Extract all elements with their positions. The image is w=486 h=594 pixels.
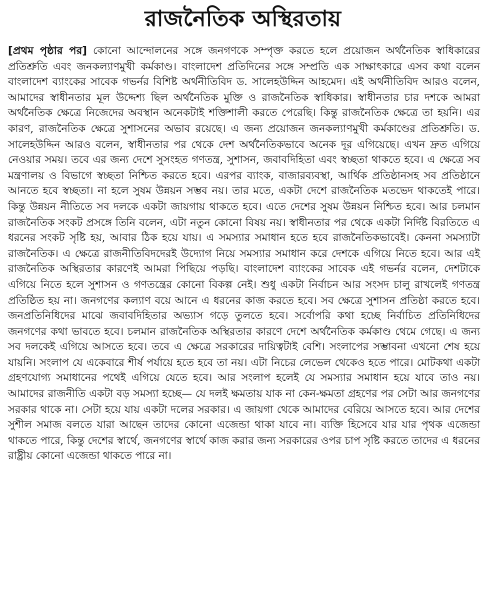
article-text: কোনো আন্দোলনের সঙ্গে জনগণকে সম্পৃক্ত করতে হলে প্রয়োজন অর্থনৈতিক স্বাধিকারের প্রতিশ্রুতি এবং জনকল্যাণমুখী কর্মকাণ্ড। বাংলাদেশ প্রতিদিনের সঙ্গে সম্প্রতি এক সাক্ষাৎকারে এসব কথা বলেন বাংলাদেশ ব্যাংকের সাবেক গভর্নর বিশিষ্ট অর্থনীতিবিদ ড. সালেহউদ্দিন আহমেদ। এই অর্থনীতিবিদ আরও বলেন, আমাদের স্বাধীনতার মূল উদ্দেশ্য ছিল অর্থনৈতিক মুক্তি ও রাজনৈতিক স্বাধিকার। স্বাধীনতার চার দশকে আমরা অর্থনৈতিক ক্ষেত্রে নিজেদের অবস্থান অনেকটাই শক্তিশালী করতে পেরেছি। কিন্তু রাজনৈতিক ক্ষেত্রে তা হয়নি। এর কারণ, রাজনৈতিক ক্ষেত্রে সুশাসনের অভাব রয়েছে। এ জন্য প্রয়োজন জনকল্যাণমুখী কর্মকাণ্ডের প্রতিশ্রুতি। ড. সালেহউদ্দিন আরও বলেন, স্বাধীনতার পর থেকে দেশ অর্থনৈতিকভাবে অনেক দূর এগিয়েছে। এখন দ্রুত এগিয়ে নেওয়ার সময়। তবে এর জন্য দেশে সুসংহত গণতন্ত্র, সুশাসন, জবাবদিহিতা এবং স্বচ্ছতা থাকতে হবে। এ ক্ষেত্রে সব মন্ত্রণালয় ও বিভাগে স্বচ্ছতা নিশ্চিত করতে হবে। এরপর ব্যাংক, বাজারব্যবস্থা, আর্থিক প্রতিষ্ঠানসহ সব প্রতিষ্ঠানে আনতে হবে স্বচ্ছতা। না হলে সুষম উন্নয়ন সম্ভব নয়। তার মতে, একটা দেশে রাজনৈতিক মতভেদ থাকতেই পারে। কিন্তু উন্নয়ন নীতিতে সব দলকে একটা জায়গায় থাকতে হবে। এতে দেশের সুষম উন্নয়ন নিশ্চিত হবে। আর চলমান রাজনৈতিক সংকট প্রসঙ্গে তিনি বলেন, এটা নতুন কোনো বিষয় নয়। স্বাধীনতার পর থেকে একটা নির্দিষ্ট বিরতিতে এ ধরনের সংকট সৃষ্টি হয়, আবার ঠিক হয়ে যায়। এ সমস্যার সমাধান হতে হবে রাজনৈতিকভাবেই। কেননা সমস্যাটা রাজনৈতিক। এ ক্ষেত্রে রাজনীতিবিদদেরই উদ্যোগ নিয়ে সমস্যার সমাধান করে দেশকে এগিয়ে নিতে হবে। আর এই রাজনৈতিক অস্থিরতার কারণেই আমরা পিছিয়ে পড়ছি। বাংলাদেশ ব্যাংকের সাবেক এই গভর্নর বলেন, দেশটাকে এগিয়ে নিতে হলে সুশাসন ও গণতন্ত্রের কোনো বিকল্প নেই। শুধু একটা নির্বাচন আর সংসদ চালু রাখলেই গণতন্ত্র প্রতিষ্ঠিত হয় না। জনগণের কল্যাণ বয়ে আনে এ ধরনের কাজ করতে হবে। সব ক্ষেত্রে সুশাসন প্রতিষ্ঠা করতে হবে। জনপ্রতিনিধিদের মাঝে জবাবদিহিতার অভ্যাস গড়ে তুলতে হবে। সর্বোপরি কথা হচ্ছে নির্বাচিত প্রতিনিধিদের জনগণের কথা ভাবতে হবে। চলমান রাজনৈতিক অস্থিরতার কারণে দেশে অর্থনৈতিক কর্মকাণ্ড থেমে গেছে। এ জন্য সব দলকেই এগিয়ে আসতে হবে। তবে এ ক্ষেত্রে সরকারের দায়িত্বটাই বেশি। সংলাপের সম্ভাবনা এখনো শেষ হয়ে যায়নি। সংলাপ যে একেবারে শীর্ষ পর্যায়ে হতে হবে তা নয়। এটা নিচের লেভেল থেকেও হতে পারে। মোটকথা একটা গ্রহণযোগ্য সমাধানের পথেই এগিয়ে যেতে হবে। আর সংলাপ হলেই যে সমস্যার সমাধান হয়ে যাবে তাও নয়। আমাদের রাজনীতি একটা বড় সমস্যা হচ্ছে— যে দলই ক্ষমতায় যাক না কেন-ক্ষমতা গ্রহণের পর সেটা আর জনগণের সরকার থাকে না। সেটা হয়ে যায় একটা দলের সরকার। এ জায়গা থেকে আমাদের বেরিয়ে আসতে হবে। আর দেশের সুশীল সমাজ বলতে যারা আছেন তাদের কোনো এজেন্ডা থাকা যাবে না। ব্যক্তি হিসেবে যার যার পৃথক এজেন্ডা থাকতে পারে, কিন্তু দেশের স্বার্থে, জনগণের স্বার্থে কাজ করার জন্য সরকারের ওপর চাপ সৃষ্টি করতে তাদের এ ধরনের রাষ্ট্রীয় কোনো এজেন্ডা থাকতে পারে না।	[8, 45, 480, 463]
article-headline: রাজনৈতিক অস্থিরতায়	[144, 7, 342, 32]
continuation-marker: [প্রথম পৃষ্ঠার পর]	[8, 45, 87, 57]
article-body	[8, 44, 480, 465]
